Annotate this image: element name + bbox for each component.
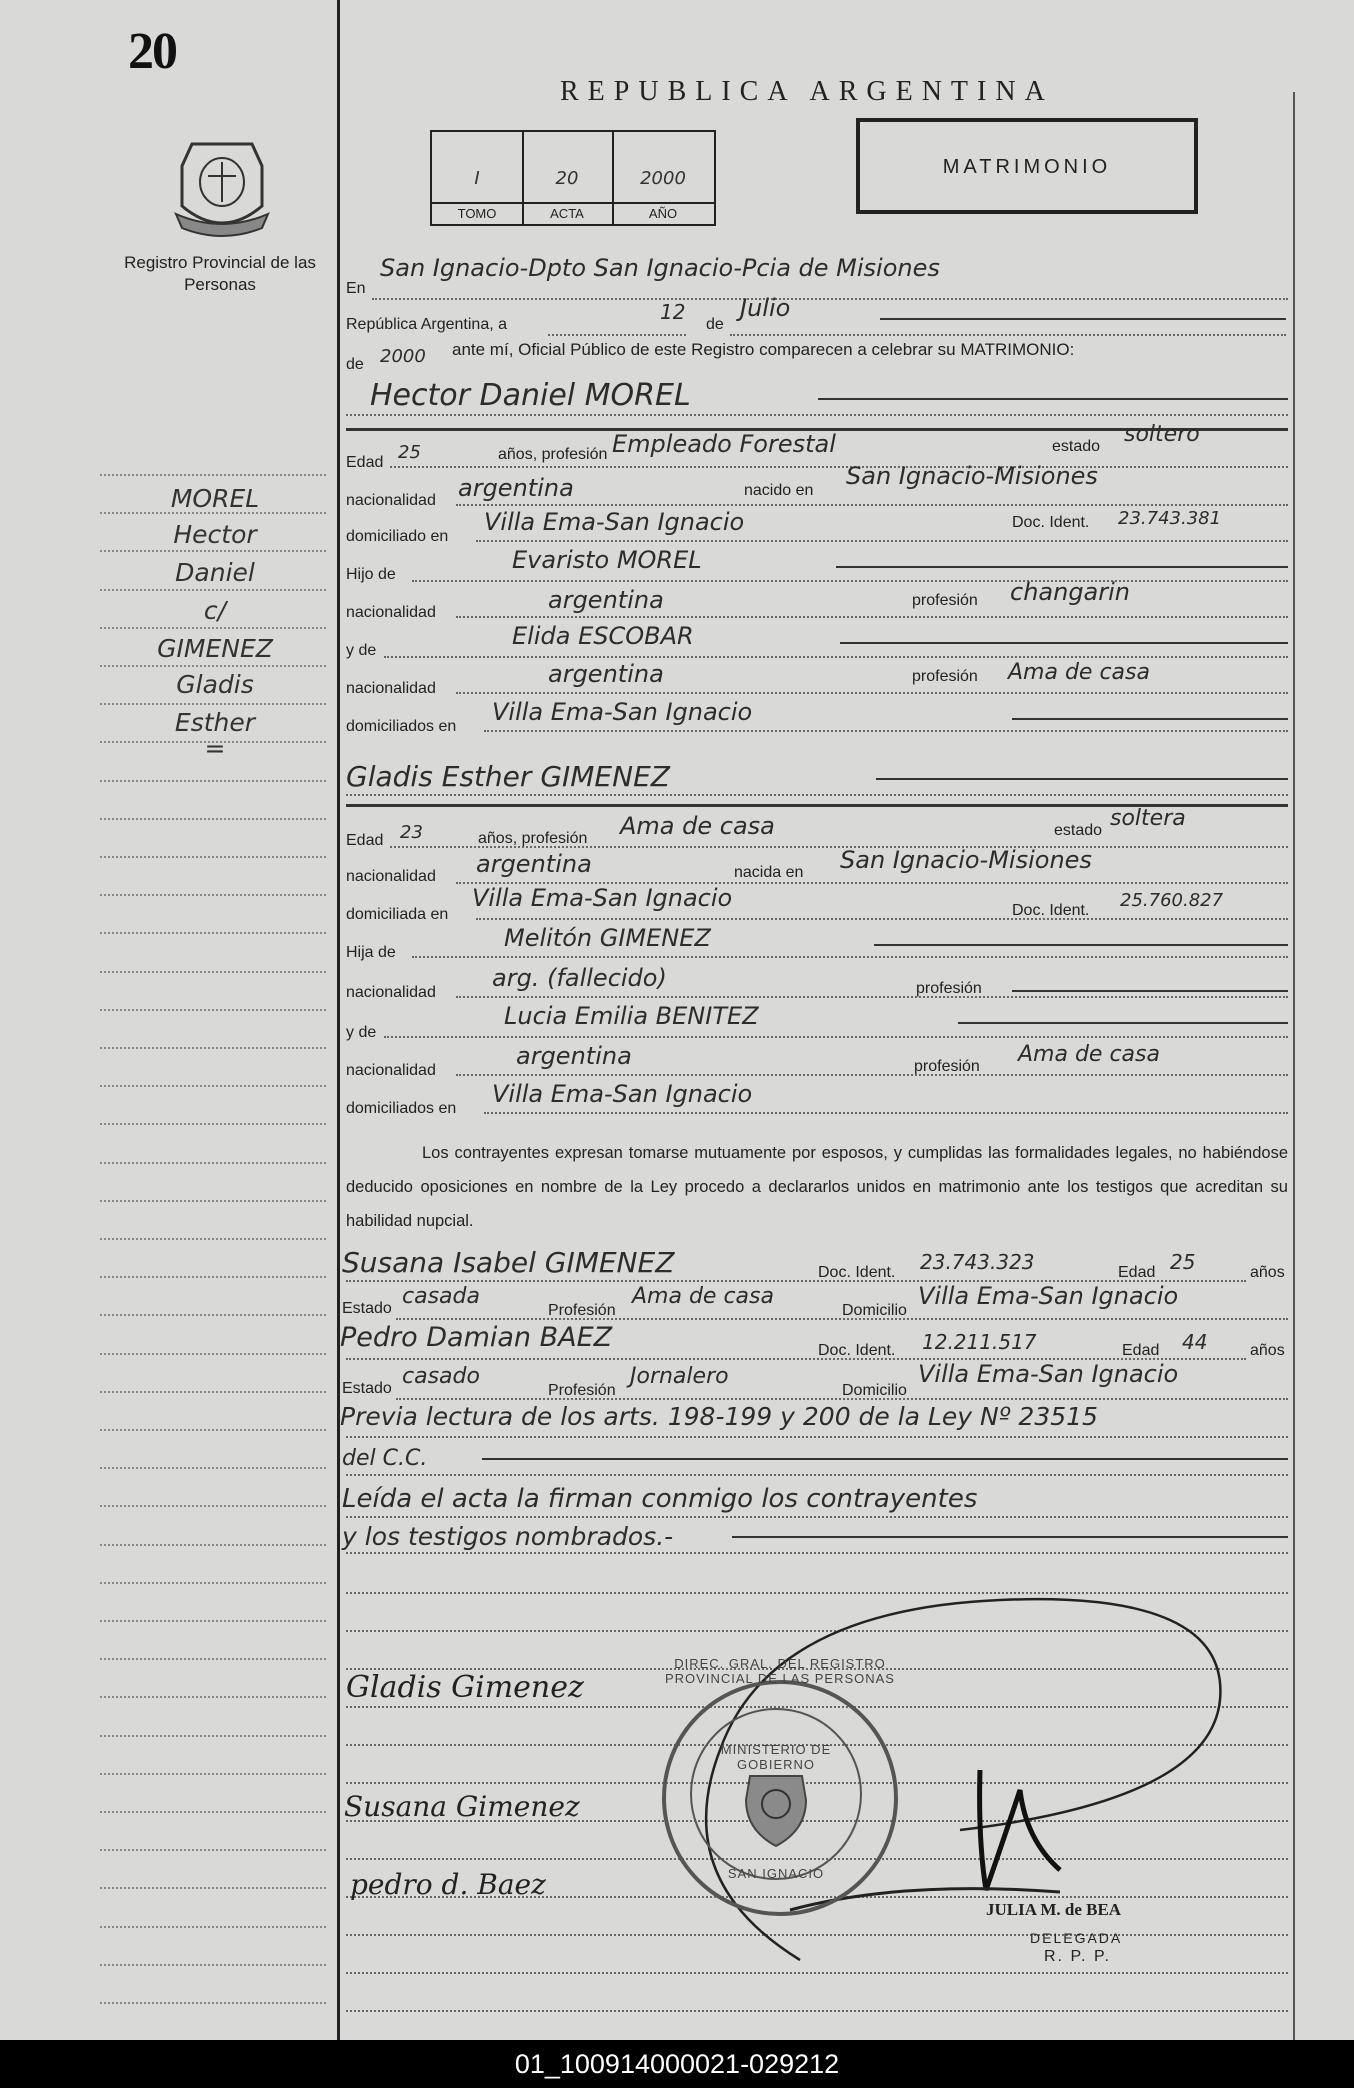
tomo-value: I (474, 168, 480, 189)
fill-line (372, 298, 1288, 300)
witness-estado-label: Estado (342, 1380, 392, 1397)
margin-name: = (204, 734, 226, 763)
profesion-label: profesión (916, 980, 982, 997)
margin-ruled-line (100, 1276, 326, 1278)
margin-name: Hector (173, 520, 257, 549)
witness-2-age: 44 (1182, 1330, 1208, 1354)
fill-line (384, 1036, 1288, 1038)
hijo-de-label: Hijo de (346, 566, 396, 583)
groom-parents-address: Villa Ema-San Ignacio (492, 698, 753, 726)
groom-doc: 23.743.381 (1118, 508, 1222, 529)
fill-line (396, 1398, 1288, 1400)
fill-line (346, 794, 1288, 796)
domiciliados-label: domiciliados en (346, 718, 457, 735)
groom-profession: Empleado Forestal (612, 430, 836, 458)
hija-de-label: Hija de (346, 944, 396, 961)
fill-rule (1012, 718, 1288, 720)
y-de-label: y de (346, 642, 377, 659)
stamp-emblem-icon (740, 1770, 812, 1850)
acta-cell (522, 132, 614, 224)
fill-line (396, 1318, 1288, 1320)
witness-2-signature: pedro d. Baez (350, 1868, 546, 1901)
witness-2-status: casado (402, 1364, 480, 1389)
witness-1-age: 25 (1170, 1250, 1196, 1274)
scan-id-bar: 01_100914000021-029212 (0, 2040, 1354, 2088)
edad-label: Edad (346, 454, 384, 471)
fill-line (456, 1074, 1288, 1076)
fill-line (548, 334, 686, 336)
margin-ruled-line (100, 1964, 326, 1966)
margin-ruled-line (100, 1849, 326, 1851)
ceremony-month: Julio (740, 294, 791, 322)
anos-profesion-label: años, profesión (478, 830, 588, 847)
bride-parents-address: Villa Ema-San Ignacio (492, 1080, 753, 1108)
margin-ruled-line (100, 1429, 326, 1431)
ano-value: 2000 (640, 168, 686, 189)
bride-signature: Gladis Gimenez (346, 1670, 584, 1705)
groom-mother-nationality: argentina (548, 660, 664, 688)
ceremony-place: San Ignacio-Dpto San Ignacio-Pcia de Misiones (380, 254, 940, 282)
stamp-outer-text: DIREC. GRAL. DEL REGISTRO PROVINCIAL DE LAS PERSONAS (665, 1656, 895, 1686)
fill-line (346, 1552, 1288, 1554)
margin-ruled-line (100, 1505, 326, 1507)
ceremony-day: 12 (660, 300, 686, 324)
margin-ruled-line (100, 1353, 326, 1355)
margin-ruled-line (100, 1811, 326, 1813)
estado-label: estado (1054, 822, 1103, 839)
estado-label: estado (1052, 438, 1101, 455)
province-seal-icon (162, 136, 282, 242)
groom-address: Villa Ema-San Ignacio (484, 508, 745, 536)
officer-role: DELEGADA (1030, 1930, 1123, 1946)
right-rule (1293, 92, 1295, 2040)
fill-line (384, 656, 1288, 658)
groom-father-profession: changarin (1010, 578, 1131, 606)
margin-ruled-line (100, 665, 326, 667)
profesion-label: profesión (912, 668, 978, 685)
note-line: Leída el acta la firman conmigo los contrayentes (342, 1484, 978, 1514)
nacionalidad-label: nacionalidad (346, 604, 436, 621)
nacionalidad-label: nacionalidad (346, 984, 436, 1001)
witness-domicilio-label: Domicilio (842, 1382, 907, 1399)
margin-name: Daniel (175, 558, 255, 587)
nacionalidad-label: nacionalidad (346, 492, 436, 509)
note-line: del C.C. (342, 1446, 428, 1471)
fill-line (346, 1474, 1288, 1476)
margin-ruled-line (100, 894, 326, 896)
margin-ruled-line (100, 1123, 326, 1125)
margin-ruled-line (100, 1544, 326, 1546)
tomo-cell (432, 132, 524, 224)
margin-ruled-line (100, 1391, 326, 1393)
nacida-en-label: nacida en (734, 864, 804, 881)
fill-line (456, 504, 1288, 506)
fill-line (456, 996, 1288, 998)
margin-name: Esther (174, 708, 256, 737)
margin-ruled-line (100, 818, 326, 820)
registry-office-label: Registro Provincial de las Personas (124, 253, 316, 294)
nacionalidad-label: nacionalidad (346, 868, 436, 885)
witness-2-address: Villa Ema-San Ignacio (918, 1360, 1179, 1388)
ceremony-year: 2000 (380, 346, 426, 367)
margin-ruled-line (100, 856, 326, 858)
witness-1-doc: 23.743.323 (920, 1250, 1035, 1274)
margin-ruled-line (100, 1696, 326, 1698)
margin-name: Gladis (176, 670, 254, 699)
officer-name: JULIA M. de BEA (986, 1900, 1122, 1919)
groom-nationality: argentina (458, 474, 574, 502)
witness-1-signature: Susana Gimenez (344, 1790, 580, 1823)
record-type-box (856, 118, 1198, 214)
margin-ruled-line (100, 1009, 326, 1011)
margin-ruled-line (100, 1314, 326, 1316)
witness-2-name: Pedro Damian BAEZ (340, 1322, 613, 1353)
fill-line (456, 616, 1288, 618)
margin-ruled-line (100, 1162, 326, 1164)
record-type: MATRIMONIO (942, 156, 1112, 178)
bride-profession: Ama de casa (620, 812, 775, 840)
bride-doc: 25.760.827 (1120, 890, 1224, 911)
fill-line (456, 692, 1288, 694)
witness-1-profession: Ama de casa (632, 1284, 774, 1309)
fill-line (476, 540, 1288, 542)
groom-mother: Elida ESCOBAR (512, 622, 694, 650)
fill-rule (732, 1536, 1288, 1538)
fill-line (412, 956, 1288, 958)
fill-rule (482, 1458, 1288, 1460)
witness-profesion-label: Profesión (548, 1302, 616, 1319)
witness-1-name: Susana Isabel GIMENEZ (342, 1246, 675, 1279)
fill-line (346, 1516, 1288, 1518)
fill-line (390, 466, 1288, 468)
groom-father-nationality: argentina (548, 586, 664, 614)
witness-2-profession: Jornalero (630, 1364, 729, 1389)
margin-ruled-line (100, 2002, 326, 2004)
margin-ruled-line (100, 1467, 326, 1469)
page-number: 20 (128, 23, 176, 80)
bride-father: Melitón GIMENEZ (504, 924, 711, 952)
nacionalidad-label: nacionalidad (346, 1062, 436, 1079)
margin-ruled-line (100, 1735, 326, 1737)
witness-profesion-label: Profesión (548, 1382, 616, 1399)
y-de-label: y de (346, 1024, 377, 1041)
witness-domicilio-label: Domicilio (842, 1302, 907, 1319)
de-year-label: de (346, 356, 364, 373)
margin-ruled-line (100, 1582, 326, 1584)
ano-cell (612, 132, 714, 224)
intro-sentence: ante mí, Oficial Público de este Registro comparecen a celebrar su MATRIMONIO: (452, 340, 1075, 359)
tomo-label: TOMO (432, 202, 522, 226)
witness-anos-label: años (1250, 1264, 1285, 1281)
margin-ruled-line (100, 474, 326, 476)
margin-ruled-line (100, 550, 326, 552)
domiciliado-label: domiciliado en (346, 528, 449, 545)
bride-nationality: argentina (476, 850, 592, 878)
nacionalidad-label: nacionalidad (346, 680, 436, 697)
fill-rule (1012, 990, 1288, 992)
anos-profesion-label: años, profesión (498, 446, 608, 463)
profesion-label: profesión (914, 1058, 980, 1075)
fill-line (476, 918, 1288, 920)
margin-name: c/ (203, 596, 227, 625)
domiciliada-label: domiciliada en (346, 906, 449, 923)
margin-ruled-line (100, 627, 326, 629)
witness-2-doc: 12.211.517 (922, 1330, 1037, 1354)
witness-1-status: casada (402, 1284, 480, 1309)
fill-line (412, 580, 1288, 582)
declaration-text: Los contrayentes expresan tomarse mutuamente por esposos, y cumplidas las formalidades legales, no habiéndose deducido oposiciones en nombre de la Ley procedo a declararlos unidos en matrimonio ante los testigos que acreditan su habilidad nupcial. (346, 1144, 1288, 1230)
fill-line (390, 846, 1288, 848)
margin-ruled-line (100, 780, 326, 782)
bride-birthplace: San Ignacio-Misiones (840, 846, 1092, 874)
fill-rule (818, 398, 1288, 400)
acta-label: ACTA (522, 202, 612, 226)
acta-value: 20 (555, 168, 579, 189)
fill-rule (876, 778, 1288, 780)
bride-father-nationality: arg. (fallecido) (492, 964, 667, 992)
ano-label: AÑO (612, 202, 714, 226)
bride-name: Gladis Esther GIMENEZ (346, 760, 670, 793)
groom-mother-profession: Ama de casa (1008, 660, 1150, 685)
margin-ruled-line (100, 1773, 326, 1775)
witness-edad-label: Edad (1122, 1342, 1160, 1359)
witness-estado-label: Estado (342, 1300, 392, 1317)
fill-line (346, 414, 1288, 416)
margin-ruled-line (100, 971, 326, 973)
domiciliados-label: domiciliados en (346, 1100, 457, 1117)
fill-rule (836, 566, 1288, 568)
witness-anos-label: años (1250, 1342, 1285, 1359)
groom-father: Evaristo MOREL (512, 546, 702, 574)
document-title: REPUBLICA ARGENTINA (560, 76, 1054, 107)
groom-birthplace: San Ignacio-Misiones (846, 462, 1098, 490)
margin-ruled-line (100, 1658, 326, 1660)
en-label: En (346, 280, 366, 297)
groom-age: 25 (398, 442, 421, 463)
republica-label: República Argentina, a (346, 316, 507, 333)
stamp-place: SAN IGNACIO (727, 1866, 825, 1881)
stamp-inner-text: MINISTERIO DE GOBIERNO (720, 1742, 832, 1772)
nacido-en-label: nacido en (744, 482, 814, 499)
record-table (430, 130, 716, 226)
fill-line (346, 1436, 1288, 1438)
fill-rule (880, 318, 1286, 320)
margin-ruled-line (100, 1047, 326, 1049)
margin-ruled-line (100, 1926, 326, 1928)
fill-rule (874, 944, 1288, 946)
bride-mother-nationality: argentina (516, 1042, 632, 1070)
bride-status: soltera (1110, 806, 1186, 831)
margin-name: GIMENEZ (157, 634, 273, 663)
de-label: de (706, 316, 724, 333)
margin-rule (337, 0, 340, 2040)
edad-label: Edad (346, 832, 384, 849)
witness-1-address: Villa Ema-San Ignacio (918, 1282, 1179, 1310)
bride-mother: Lucia Emilia BENITEZ (504, 1002, 759, 1030)
doc-ident-label: Doc. Ident. (1012, 902, 1090, 919)
fill-rule (840, 642, 1288, 644)
groom-name: Hector Daniel MOREL (370, 378, 691, 413)
margin-ruled-line (100, 703, 326, 705)
margin-ruled-line (100, 1887, 326, 1889)
margin-ruled-line (100, 589, 326, 591)
officer-org: R. P. P. (1044, 1948, 1111, 1965)
note-line: Previa lectura de los arts. 198-199 y 200 de la Ley Nº 23515 (340, 1402, 1098, 1431)
witness-doc-label: Doc. Ident. (818, 1264, 896, 1281)
witness-edad-label: Edad (1118, 1264, 1156, 1281)
margin-ruled-line (100, 1620, 326, 1622)
bride-address: Villa Ema-San Ignacio (472, 884, 733, 912)
fill-line (484, 1112, 1288, 1114)
margin-ruled-line (100, 1238, 326, 1240)
groom-status: soltero (1124, 422, 1200, 447)
margin-name: MOREL (170, 484, 260, 513)
ruled-line (346, 2010, 1288, 2012)
margin-ruled-line (100, 1085, 326, 1087)
note-line: y los testigos nombrados.- (342, 1522, 674, 1551)
fill-line (484, 730, 1288, 732)
fill-rule (958, 1022, 1288, 1024)
witness-doc-label: Doc. Ident. (818, 1342, 896, 1359)
bride-age: 23 (400, 822, 423, 843)
profesion-label: profesión (912, 592, 978, 609)
fill-line (730, 334, 1286, 336)
margin-ruled-line (100, 932, 326, 934)
margin-ruled-line (100, 1200, 326, 1202)
bride-mother-profession: Ama de casa (1018, 1042, 1160, 1067)
doc-ident-label: Doc. Ident. (1012, 514, 1090, 531)
